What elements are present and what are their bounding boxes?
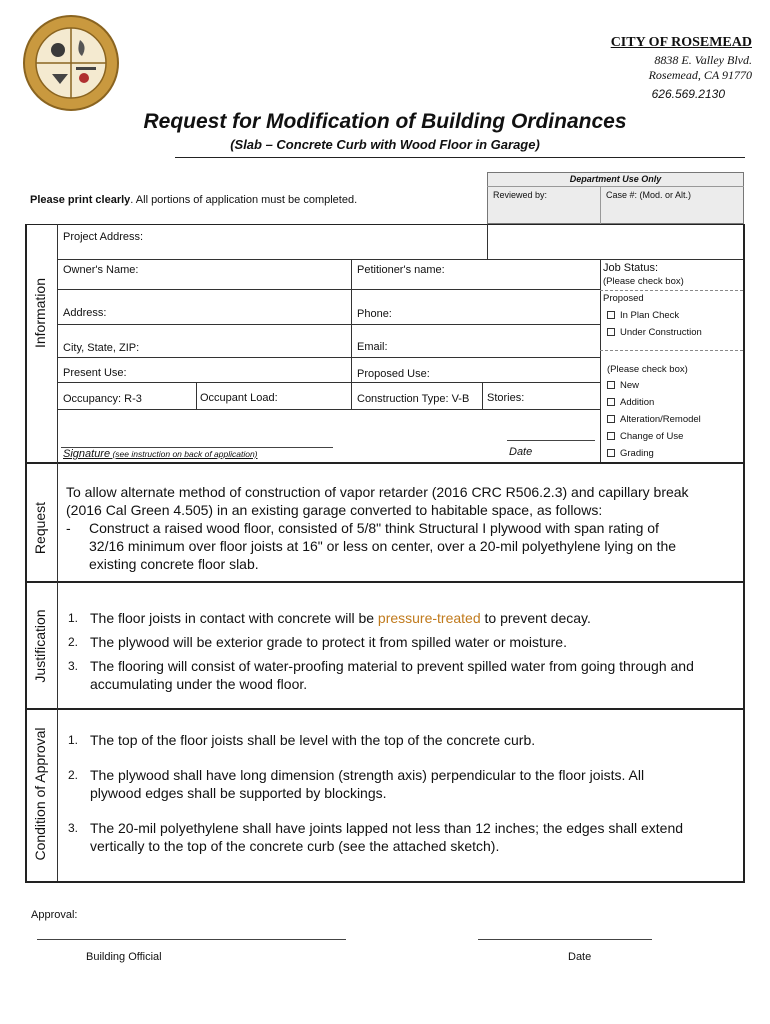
proposed-use-label: Proposed Use:: [357, 368, 430, 380]
checkbox-square-icon: [607, 381, 615, 389]
checkbox-in-plan-check-label: In Plan Check: [620, 310, 680, 321]
condition-item-2-line-2: plywood edges shall be supported by blockings.: [90, 785, 387, 801]
justification-number-3: 3.: [68, 659, 79, 673]
signature-text: Signature: [63, 448, 111, 460]
occupant-load-label: Occupant Load:: [200, 392, 278, 404]
petitioners-name-label: Petitioner's name:: [357, 264, 445, 276]
page-title: Request for Modification of Building Ordinances: [143, 110, 627, 133]
condition-item-3-line-2: vertically to the top of the concrete curb (see the attached sketch).: [90, 838, 500, 854]
date-label: Date: [509, 446, 533, 458]
justification-highlight: pressure-treated: [377, 610, 481, 626]
print-clearly-rest: . All portions of application must be completed.: [130, 194, 358, 206]
section-label-justification: Justification: [32, 609, 48, 683]
justification-item-1: [90, 609, 591, 627]
signature-label: [63, 448, 258, 460]
date-line: [507, 440, 595, 441]
request-bullet-line-1: Construct a raised wood floor, consisted of 5/8" think Structural I plywood with span rating of: [89, 520, 659, 536]
checkbox-alteration[interactable]: [607, 414, 701, 425]
checkbox-square-icon: [607, 449, 615, 457]
section-label-information: Information: [32, 277, 48, 349]
justification-item-3-line-1: The flooring will consist of water-proofing material to prevent spilled water from going through and: [90, 658, 694, 674]
approval-date-label: Date: [568, 951, 592, 963]
owners-name-label: Owner's Name:: [63, 264, 139, 276]
condition-number-2: 2.: [68, 768, 79, 782]
use-hint: (Please check box): [607, 364, 688, 375]
present-use-label: Present Use:: [63, 367, 127, 379]
city-seal-icon: [22, 12, 120, 114]
checkbox-square-icon: [607, 311, 615, 319]
reviewed-by-label: Reviewed by:: [493, 190, 548, 200]
checkbox-new-label: New: [620, 380, 640, 391]
condition-item-2-line-1: The plywood shall have long dimension (strength axis) perpendicular to the floor joists. All: [90, 767, 645, 783]
phone-label: Phone:: [357, 308, 392, 320]
approval-date-line: [478, 939, 652, 940]
condition-item-1: The top of the floor joists shall be level with the top of the concrete curb.: [90, 732, 536, 748]
occupancy-label: Occupancy: R-3: [63, 393, 142, 405]
project-address-label: Project Address:: [63, 231, 144, 243]
request-dash: -: [66, 520, 71, 536]
stories-label: Stories:: [487, 392, 525, 404]
request-line-1: To allow alternate method of construction of vapor retarder (2016 CRC R506.2.3) and capillary break: [66, 484, 689, 500]
condition-number-1: 1.: [68, 733, 79, 747]
approval-label: Approval:: [31, 909, 78, 921]
print-clearly-note: [30, 194, 357, 206]
city-phone: 626.569.2130: [651, 87, 725, 101]
section-label-condition-of-approval: Condition of Approval: [32, 727, 48, 861]
checkbox-alteration-label: Alteration/Remodel: [620, 414, 701, 425]
job-status-hint: (Please check box): [603, 276, 684, 287]
checkbox-square-icon: [607, 398, 615, 406]
building-official-label: Building Official: [86, 951, 162, 963]
case-number-label: Case #: (Mod. or Alt.): [606, 190, 692, 200]
checkbox-grading-label: Grading: [620, 448, 654, 459]
request-line-2: (2016 Cal Green 4.505) in an existing garage converted to habitable space, as follows:: [66, 502, 603, 518]
justification-number-1: 1.: [68, 611, 79, 625]
checkbox-grading[interactable]: [607, 448, 654, 459]
checkbox-in-plan-check[interactable]: [607, 310, 679, 321]
page-subtitle: (Slab – Concrete Curb with Wood Floor in Garage): [230, 137, 540, 152]
condition-item-3-line-1: The 20-mil polyethylene shall have joints lapped not less than 12 inches; the edges shall extend: [90, 820, 684, 836]
signature-note: (see instruction on back of application): [110, 449, 258, 459]
city-name: CITY OF ROSEMEAD: [610, 35, 752, 50]
checkbox-addition-label: Addition: [620, 397, 655, 408]
city-street: 8838 E. Valley Blvd.: [654, 53, 752, 67]
department-use-title: Department Use Only: [569, 174, 662, 184]
email-label: Email:: [357, 341, 388, 353]
print-clearly-bold: Please print clearly: [30, 194, 131, 206]
checkbox-square-icon: [607, 415, 615, 423]
checkbox-under-construction[interactable]: [607, 327, 702, 338]
building-official-signature-line: [37, 939, 346, 940]
checkbox-addition[interactable]: [607, 397, 654, 408]
checkbox-square-icon: [607, 328, 615, 336]
condition-number-3: 3.: [68, 821, 79, 835]
address-label: Address:: [63, 307, 107, 319]
justification-item-3-line-2: accumulating under the wood floor.: [90, 676, 308, 692]
checkbox-under-construction-label: Under Construction: [620, 327, 702, 338]
checkbox-new[interactable]: [607, 380, 639, 391]
city-location: Rosemead, CA 91770: [648, 68, 752, 82]
justification-item-1-post: to prevent decay.: [480, 610, 591, 626]
construction-type-label: Construction Type: V-B: [357, 393, 470, 405]
job-status-proposed: Proposed: [603, 293, 644, 304]
request-bullet-line-3: existing concrete floor slab.: [89, 556, 259, 572]
section-label-request: Request: [32, 501, 48, 555]
checkbox-square-icon: [607, 432, 615, 440]
justification-item-2: The plywood will be exterior grade to protect it from spilled water or moisture.: [90, 634, 567, 650]
job-status-title: Job Status:: [603, 262, 659, 274]
checkbox-change-of-use-label: Change of Use: [620, 431, 684, 442]
justification-item-1-pre: The floor joists in contact with concrete will be: [90, 610, 378, 626]
request-bullet-line-2: 32/16 minimum over floor joists at 16" or less on center, over a 20-mil polyethylene lying on the: [89, 538, 677, 554]
justification-number-2: 2.: [68, 635, 79, 649]
city-state-zip-label: City, State, ZIP:: [63, 342, 140, 354]
checkbox-change-of-use[interactable]: [607, 431, 683, 442]
